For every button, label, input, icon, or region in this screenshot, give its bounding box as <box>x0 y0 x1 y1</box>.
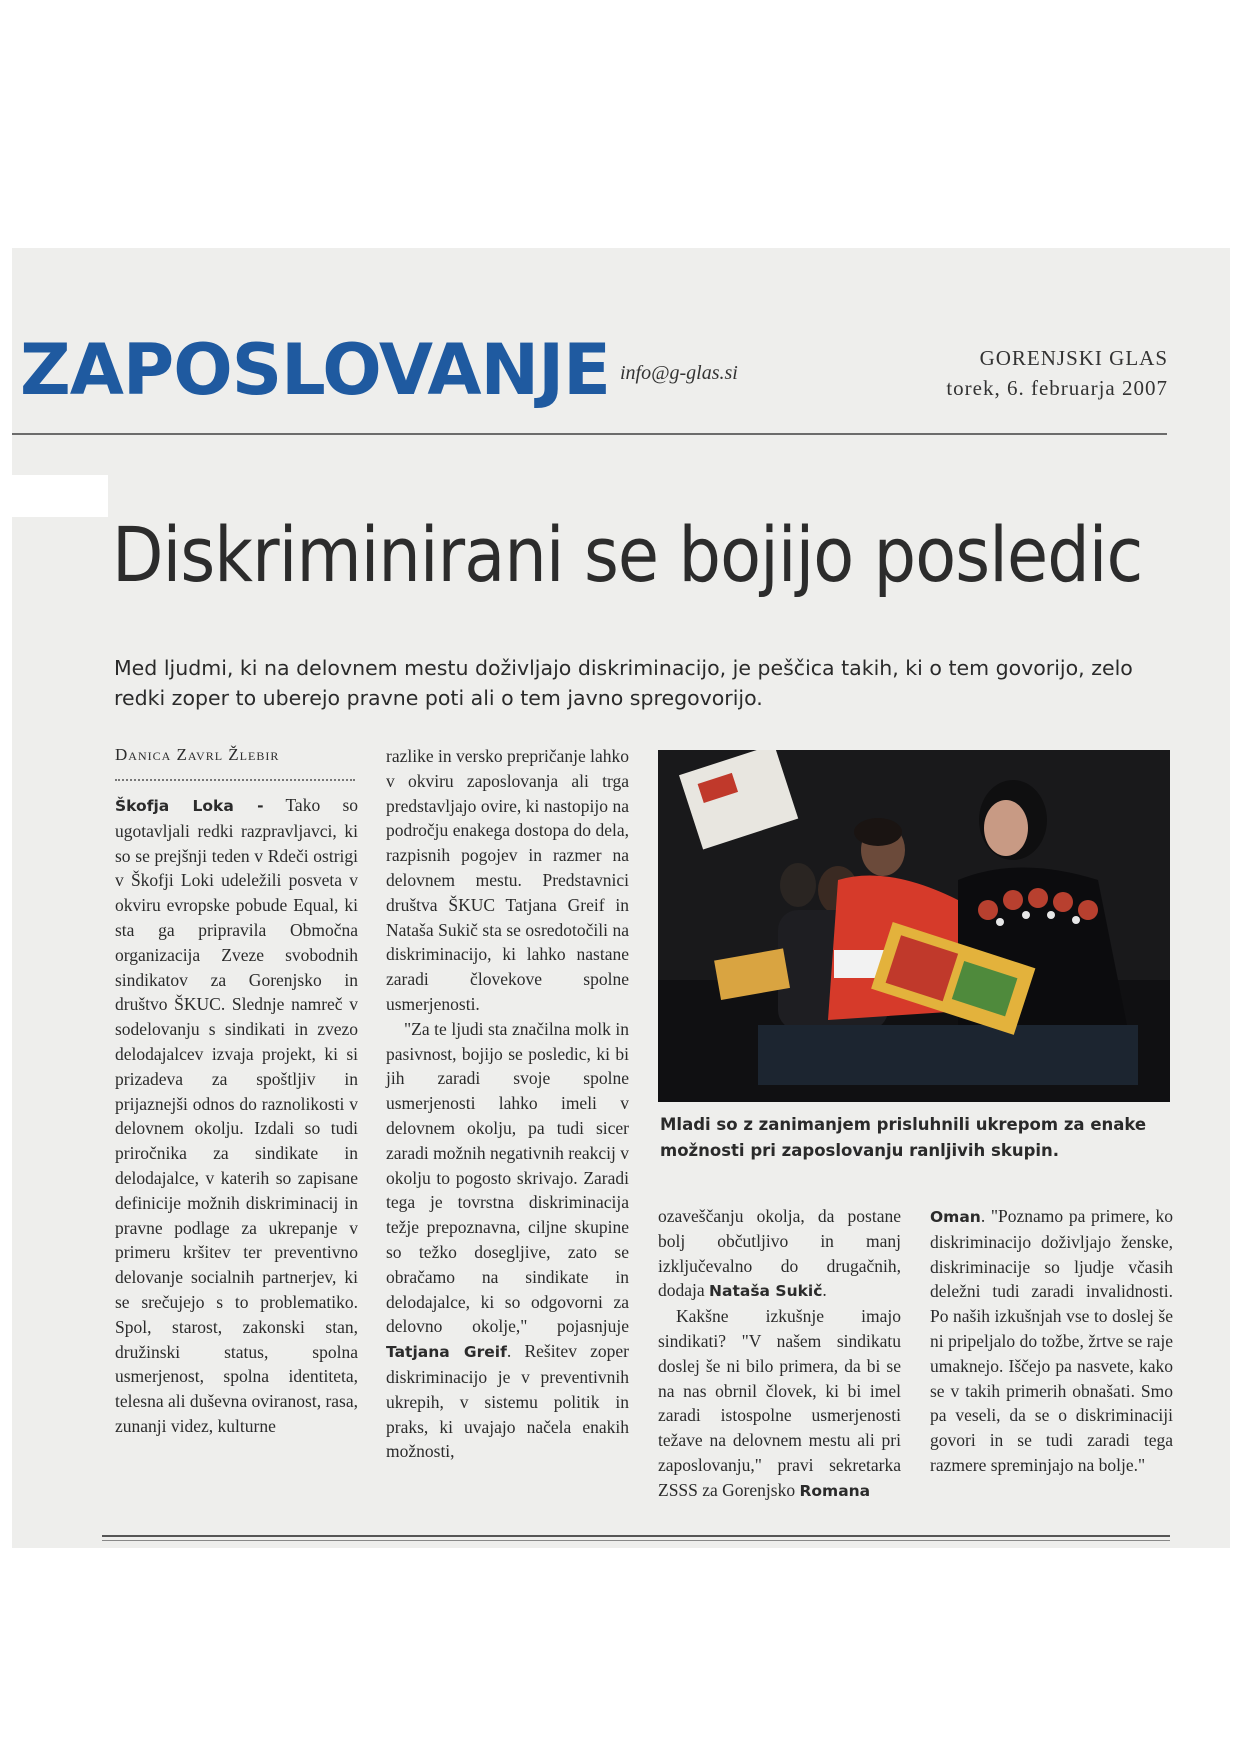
quoted-person-2: Nataša Sukič <box>709 1282 823 1301</box>
column-4-text: . "Poznamo pa primere, ko diskriminacijo doživljajo ženske, diskriminacije so ljudje včasih deležni tudi zaradi invalidnosti. Po naših izkušnjah vse to doslej še ni pripeljalo do tožbe, žrtve se raje umaknejo. Iščejo pa nasvete, kako se v takih primerih obnašati. Smo pa veseli, da se o diskriminaciji govori in se tudi zaradi tega razmere spreminjajo na bolje." <box>930 1206 1173 1475</box>
quoted-person-3: Romana <box>799 1481 871 1500</box>
byline-divider <box>115 779 355 781</box>
article-headline: Diskriminirani se bojijo posledic <box>112 510 1143 599</box>
article-column-1 <box>115 793 358 1439</box>
article-byline: Danica Zavrl Žlebir <box>115 745 280 764</box>
article-lead: Med ljudmi, ki na delovnem mestu doživljajo diskriminacijo, je peščica takih, ki o tem govorijo, zelo redki zoper to uberejo pravne poti ali o tem javno spregovorijo. <box>114 656 1133 710</box>
footer-rule-thin <box>102 1540 1170 1541</box>
section-title: ZAPOSLOVANJE <box>20 329 610 411</box>
section-email: info@g-glas.si <box>620 362 738 384</box>
column-3-text: ozaveščanju okolja, da postane bolj občutljivo in manj izključevalno do drugačnih, dodaja <box>658 1206 901 1301</box>
footer-rule <box>102 1535 1170 1537</box>
column-2-paragraph-1: razlike in versko prepričanje lahko v okviru zaposlovanja ali trga predstavljajo ovire, ki nastopijo na področju enakega dostopa do dela, razpisnih pogojev in razmer na delovnem mestu. Predstavnici društva ŠKUC Tatjana Greif in Nataša Sukič sta se osredotočili na diskriminacijo, ki lahko nastane zaradi človekove spolne usmerjenosti. <box>386 746 629 1014</box>
header-rule <box>12 433 1167 435</box>
quoted-person-3-surname: Oman <box>930 1208 981 1226</box>
column-1-text: Tako so ugotavljali redki razpravljavci, ki so se prejšnji teden v Rdeči ostrigi v Škofji Loki udeležili posveta v okviru evropske pobude Equal, ki sta ga pripravila Območna organizacija Zveze svobodnih sindikatov za Gorenjsko in društvo ŠKUC. Slednje namreč v sodelovanju s sindikati in zvezo delodajalcev izvaja projekt, ki si prizadeva za spoštljiv in prijaznejši odnos do raznolikosti v delovnem okolju. Izdali so tudi priročnika za sindikate in delodajalce, v katerih so zapisane definicije možnih diskriminacij in pravne podlage za ukrepanje v primeru kršitev ter preventivno delovanje socialnih partnerjev, ki se srečujejo s to problematiko. Spol, starost, zakonski stan, družinski status, spolna usmerjenost, spolna identiteta, telesna ali duševna oviranost, rasa, zunanji videz, kulturne <box>115 795 359 1436</box>
article-column-3 <box>658 1204 901 1504</box>
publication-info <box>946 343 1168 403</box>
column-3-period: . <box>822 1280 827 1301</box>
article-photo <box>658 750 1170 1102</box>
quoted-person: Tatjana Greif <box>386 1343 507 1362</box>
article-column-4 <box>930 1204 1173 1478</box>
column-2-quote: "Za te ljudi sta značilna molk in pasivnost, bojijo se posledic, ki bi jih zaradi svoje spolne usmerjenosti lahko imeli v delovnem okolju, pa tudi sicer zaradi možnih negativnih reakcij v okolju to pogosto skrivajo. Zaradi tega je tovrstna diskriminacija težje prepoznavna, ciljne skupine so težko dosegljive, zato se obračamo na sindikate in delodajalce, ki so odgovorni za delovno okolje," pojasnjuje <box>386 1018 629 1337</box>
column-3-paragraph-2 <box>658 1304 901 1503</box>
photo-caption: Mladi so z zanimanjem prisluhnili ukrepom za enake možnosti pri zaposlovanju ranljivih skupin. <box>660 1115 1147 1160</box>
photo-illustration <box>658 750 1170 1102</box>
column-3-quote: Kakšne izkušnje imajo sindikati? "V našem sindikatu doslej še ni bilo primera, da bi se na nas obrnil človek, ki bi imel zaradi istospolne usmerjenosti težave na delovnem mestu ali pri zaposlovanju," pravi sekretarka ZSSS za Gorenjsko <box>658 1306 901 1500</box>
clipping-notch <box>12 475 108 517</box>
column-2-continuation: . Rešitev zoper diskriminacijo je v preventivnih ukrepih, v sistemu politik in praks, ki uvajajo načela enakih možnosti, <box>386 1341 629 1462</box>
publication-date: torek, 6. februarja 2007 <box>946 376 1168 400</box>
column-2-paragraph-2 <box>386 1017 629 1464</box>
article-column-2 <box>386 744 629 1464</box>
publication-name: GORENJSKI GLAS <box>979 346 1168 370</box>
column-3-paragraph-1 <box>658 1204 901 1304</box>
dateline: Škofja Loka - <box>115 797 264 815</box>
